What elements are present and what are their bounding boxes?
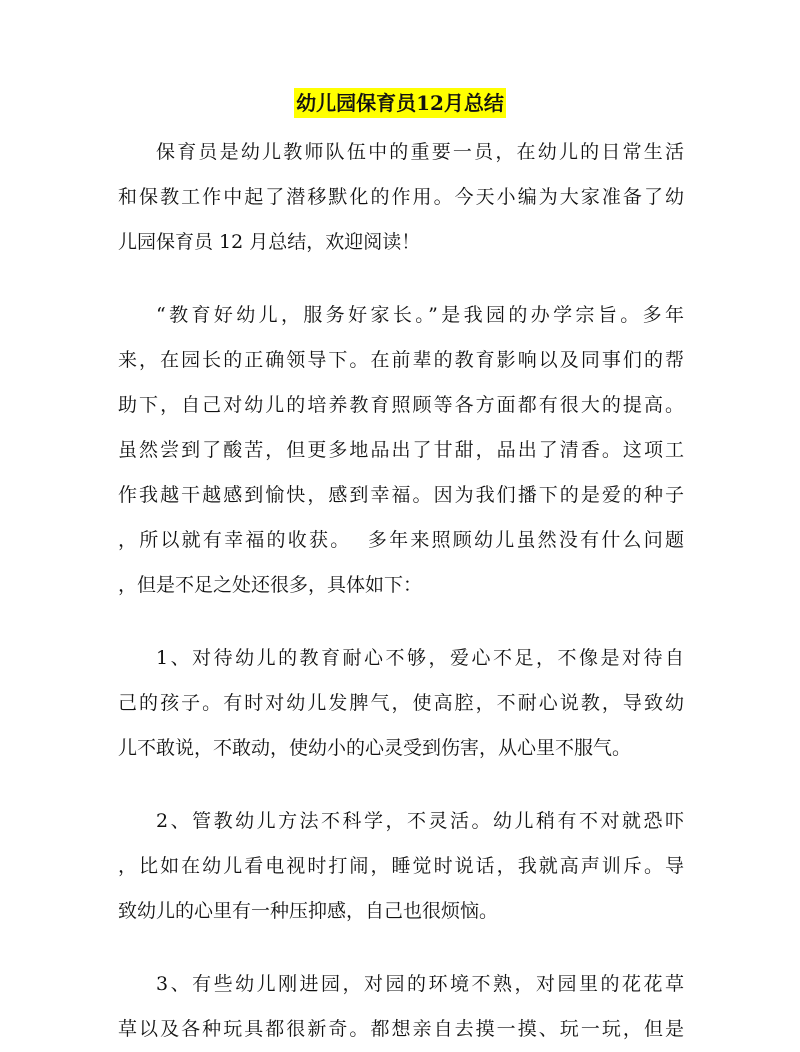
paragraph-item-3 xyxy=(118,962,684,1052)
document-body xyxy=(118,130,684,1052)
text-line: 草以及各种玩具都很新奇。都想亲自去摸一摸、玩一玩，但是 xyxy=(118,1018,684,1040)
text-line: 作我越干越感到愉快，感到幸福。因为我们播下的是爱的种子 xyxy=(118,484,684,506)
paragraph-motto xyxy=(118,293,684,608)
paragraph-gap xyxy=(118,608,684,636)
text-line: ，比如在幼儿看电视时打闹，睡觉时说话，我就高声训斥。导 xyxy=(118,855,684,877)
text-line: 2、管教幼儿方法不科学，不灵活。幼儿稍有不对就恐吓 xyxy=(156,810,684,832)
text-line: ，但是不足之处还很多，具体如下： xyxy=(118,574,423,596)
paragraph-gap xyxy=(118,934,684,962)
text-line: 和保教工作中起了潜移默化的作用。今天小编为大家准备了幼 xyxy=(118,186,684,208)
title-container xyxy=(0,88,800,118)
text-line: 来，在园长的正确领导下。在前辈的教育影响以及同事们的帮 xyxy=(118,349,684,371)
paragraph-item-2 xyxy=(118,799,684,934)
paragraph-intro xyxy=(118,130,684,265)
text-line: 儿园保育员 12 月总结，欢迎阅读！ xyxy=(118,231,421,253)
document-title: 幼儿园保育员12月总结 xyxy=(294,88,506,118)
text-line: 己的孩子。有时对幼儿发脾气，使高腔，不耐心说教，导致幼 xyxy=(118,692,684,714)
text-line: “教育好幼儿，服务好家长。”是我园的办学宗旨。多年 xyxy=(156,304,684,326)
text-line: 助下，自己对幼儿的培养教育照顾等各方面都有很大的提高。 xyxy=(118,394,684,416)
text-line: 3、有些幼儿刚进园，对园的环境不熟，对园里的花花草 xyxy=(156,973,684,995)
text-line: 保育员是幼儿教师队伍中的重要一员，在幼儿的日常生活 xyxy=(156,141,684,163)
text-line: ，所以就有幸福的收获。 多年来照顾幼儿虽然没有什么问题 xyxy=(118,529,684,551)
paragraph-gap xyxy=(118,265,684,293)
paragraph-gap xyxy=(118,771,684,799)
text-line: 1、对待幼儿的教育耐心不够，爱心不足，不像是对待自 xyxy=(156,647,684,669)
text-line: 儿不敢说，不敢动，使幼小的心灵受到伤害，从心里不服气。 xyxy=(118,737,632,759)
paragraph-item-1 xyxy=(118,636,684,771)
text-line: 致幼儿的心里有一种压抑感，自己也很烦恼。 xyxy=(118,900,499,922)
text-line: 虽然尝到了酸苦，但更多地品出了甘甜，品出了清香。这项工 xyxy=(118,439,684,461)
